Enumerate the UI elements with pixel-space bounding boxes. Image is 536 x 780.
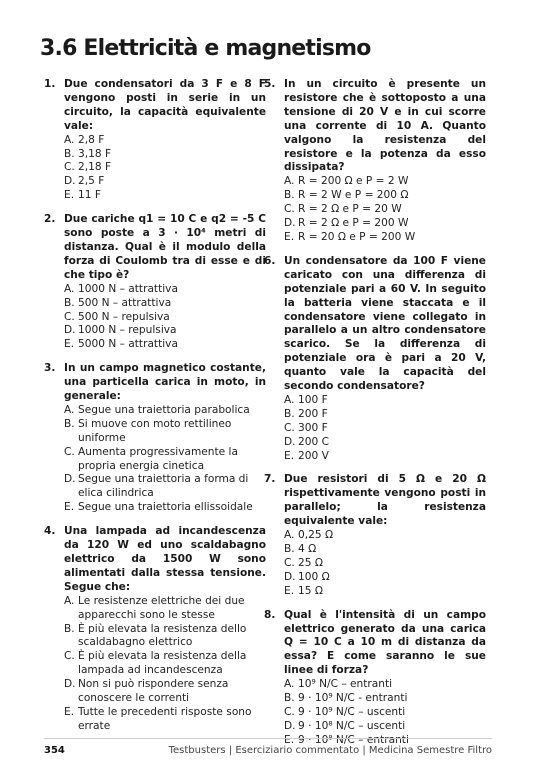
option-e [284, 450, 486, 464]
question-number: 4. [44, 525, 56, 538]
option-text: 5000 N – attrattiva [78, 338, 178, 351]
page-footer [44, 738, 492, 765]
option-letter: E. [284, 584, 295, 597]
option-a [64, 283, 266, 297]
option-text: Tutte le precedenti risposte sono errate [78, 705, 252, 732]
question-number: 6. [264, 254, 276, 267]
option-text: 9 · 10⁹ N/C - entranti [298, 692, 408, 705]
option-e [64, 501, 266, 515]
option-e [64, 189, 266, 203]
option-e [64, 338, 266, 352]
question-number: 5. [264, 78, 276, 90]
option-a [64, 595, 266, 623]
option-letter: E. [284, 449, 295, 462]
question-text: In un campo magnetico costante, una particella carica in moto, in generale: [64, 362, 266, 403]
option-text: 0,25 Ω [298, 529, 334, 542]
question-7 [264, 473, 486, 598]
option-c [64, 650, 266, 678]
option-text: 4 Ω [298, 543, 317, 555]
option-a [284, 175, 486, 189]
option-d [284, 720, 486, 734]
option-b [64, 623, 266, 651]
option-letter: A. [284, 175, 295, 188]
option-letter: D. [284, 570, 296, 583]
option-text: 11 F [78, 189, 101, 202]
question-3 [44, 362, 266, 515]
option-letter: A. [64, 403, 75, 416]
option-c [64, 161, 266, 175]
option-a [64, 134, 266, 148]
option-letter: D. [284, 217, 296, 230]
option-c [284, 203, 486, 217]
option-d [64, 175, 266, 189]
option-letter: A. [64, 594, 75, 607]
option-d [284, 436, 486, 450]
option-letter: C. [64, 161, 75, 174]
option-e [284, 585, 486, 599]
question-number: 1. [44, 78, 56, 90]
option-text: 25 Ω [298, 556, 323, 569]
option-text: 1000 N – attrattiva [78, 282, 178, 295]
option-letter: A. [284, 529, 295, 542]
question-2 [44, 213, 266, 352]
option-b [284, 692, 486, 706]
option-letter: B. [64, 296, 75, 309]
option-text: 200 F [298, 407, 328, 420]
option-text: 200 C [298, 435, 329, 448]
option-text: Le resistenze elettriche dei due apparecchi sono le stesse [78, 594, 245, 621]
option-letter: E. [64, 705, 75, 718]
question-text: Qual è l'intensità di un campo elettrico generato da una carica Q = 10 C a 10 m di distanza da essa? E come saranno le sue linee di forza? [284, 608, 486, 677]
question-text: Una lampada ad incandescenza da 120 W ed uno scaldabagno elettrico da 1500 W sono alimentati dalla stessa tensione. Segue che: [64, 525, 266, 593]
option-letter: D. [64, 678, 76, 691]
options-list [64, 283, 266, 353]
option-text: È più elevata la resistenza dello scaldabagno elettrico [78, 622, 247, 649]
option-letter: D. [64, 473, 76, 486]
question-6 [264, 255, 486, 464]
option-text: 2,8 F [78, 133, 105, 146]
option-text: 2,18 F [78, 161, 112, 174]
option-b [284, 408, 486, 422]
option-text: 300 F [298, 421, 328, 434]
option-text: R = 200 Ω e P = 2 W [298, 175, 409, 188]
option-c [64, 446, 266, 474]
option-text: 9 · 10⁸ N/C – entranti [298, 733, 409, 746]
options-list [284, 175, 486, 245]
option-text: Si muove con moto rettilineo uniforme [78, 417, 232, 444]
option-b [64, 148, 266, 162]
option-letter: B. [64, 147, 75, 160]
options-list [284, 394, 486, 464]
option-text: 9 · 10⁹ N/C – uscenti [298, 705, 406, 718]
option-text: Segue una traiettoria ellissoidale [78, 501, 253, 514]
option-text: È più elevata la resistenza della lampada ad incandescenza [78, 650, 247, 677]
option-letter: D. [284, 435, 296, 448]
option-text: 9 · 10⁸ N/C – uscenti [298, 719, 406, 732]
question-number: 2. [44, 213, 56, 226]
question-text: Due resistori di 5 Ω e 20 Ω rispettivamente vengono posti in parallelo; la resistenza equivalente vale: [284, 473, 486, 528]
option-text: 1000 N – repulsiva [78, 324, 177, 337]
option-letter: A. [64, 282, 75, 295]
option-letter: C. [284, 556, 295, 569]
option-a [64, 404, 266, 418]
option-letter: E. [284, 230, 295, 243]
question-text: Due condensatori da 3 F e 8 F vengono posti in serie in un circuito, la capacità equivalente vale: [64, 78, 266, 132]
options-list [64, 404, 266, 515]
option-letter: A. [284, 393, 295, 406]
page-number: 354 [44, 745, 65, 756]
option-letter: E. [64, 501, 75, 514]
question-text: Due cariche q1 = 10 C e q2 = -5 C sono poste a 3 · 10⁴ metri di distanza. Qual è il modulo della forza di Coulomb tra di esse e di che tipo è? [64, 213, 266, 281]
option-letter: E. [64, 338, 75, 351]
option-letter: B. [284, 543, 295, 555]
left-column [44, 78, 266, 744]
option-d [284, 217, 486, 231]
option-letter: D. [64, 324, 76, 337]
option-c [284, 422, 486, 436]
option-d [284, 571, 486, 585]
option-text: 500 N – attrattiva [78, 296, 172, 309]
options-list [64, 595, 266, 734]
option-text: R = 20 Ω e P = 200 W [298, 230, 416, 243]
option-d [64, 324, 266, 338]
options-list [284, 529, 486, 599]
option-d [64, 678, 266, 706]
option-b [64, 297, 266, 311]
option-text: 10⁹ N/C – entranti [298, 678, 393, 691]
right-column [264, 78, 486, 758]
question-4 [44, 525, 266, 734]
option-e [64, 706, 266, 734]
option-text: 200 V [298, 449, 329, 462]
question-number: 3. [44, 362, 56, 375]
question-text: Un condensatore da 100 F viene caricato con una differenza di potenziale pari a 60 V. In seguito la batteria viene staccata e il condensatore viene collegato in parallelo a un altro condensatore scarico. Se la differenza di potenziale ora è pari a 20 V, quanto vale la capacità del secondo condensatore? [284, 254, 486, 393]
option-letter: C. [284, 705, 295, 718]
options-list [64, 134, 266, 204]
question-text: In un circuito è presente un resistore che è sottoposto a una tensione di 20 V e in cui scorre una corrente di 10 A. Quanto valgono la resistenza del resistore e la potenza da esso dissipata? [284, 78, 486, 174]
option-c [284, 706, 486, 720]
option-letter: D. [64, 175, 76, 188]
option-text: R = 2 Ω e P = 200 W [298, 217, 409, 230]
option-letter: B. [284, 189, 295, 202]
question-8 [264, 609, 486, 748]
option-b [64, 418, 266, 446]
option-c [284, 557, 486, 571]
option-letter: C. [64, 445, 75, 458]
option-text: R = 2 W e P = 200 Ω [298, 189, 409, 202]
question-1 [44, 78, 266, 203]
option-text: R = 2 Ω e P = 20 W [298, 203, 402, 216]
option-text: 15 Ω [298, 584, 323, 597]
option-letter: E. [284, 733, 295, 746]
option-text: Non si può rispondere senza conoscere le correnti [78, 678, 229, 705]
option-text: Segue una traiettoria parabolica [78, 403, 250, 416]
option-text: 2,5 F [78, 175, 105, 188]
option-a [284, 394, 486, 408]
option-d [64, 473, 266, 501]
option-letter: B. [64, 417, 75, 430]
question-5 [264, 78, 486, 245]
option-text: Segue una traiettoria a forma di elica cilindrica [78, 473, 249, 500]
option-b [284, 543, 486, 557]
option-letter: A. [64, 133, 75, 146]
page-title: 3.6 Elettricità e magnetismo [40, 36, 371, 61]
option-text: Aumenta progressivamente la propria energia cinetica [78, 445, 238, 472]
option-a [284, 529, 486, 543]
option-letter: C. [284, 421, 295, 434]
option-letter: E. [64, 189, 75, 202]
option-text: 3,18 F [78, 147, 112, 160]
option-text: 100 F [298, 393, 328, 406]
option-letter: C. [64, 650, 75, 663]
option-text: 500 N – repulsiva [78, 310, 170, 323]
option-letter: C. [64, 310, 75, 323]
option-c [64, 311, 266, 325]
option-b [284, 189, 486, 203]
option-a [284, 678, 486, 692]
footer-text: Testbusters | Eserciziario commentato | Medicina Semestre Filtro [168, 745, 492, 756]
option-e [284, 231, 486, 245]
option-letter: B. [284, 692, 295, 705]
question-number: 8. [264, 608, 276, 621]
option-letter: A. [284, 678, 295, 691]
option-letter: B. [284, 407, 295, 420]
question-number: 7. [264, 473, 276, 486]
option-letter: C. [284, 203, 295, 216]
option-letter: B. [64, 622, 75, 635]
option-letter: D. [284, 719, 296, 732]
option-text: 100 Ω [298, 570, 330, 583]
